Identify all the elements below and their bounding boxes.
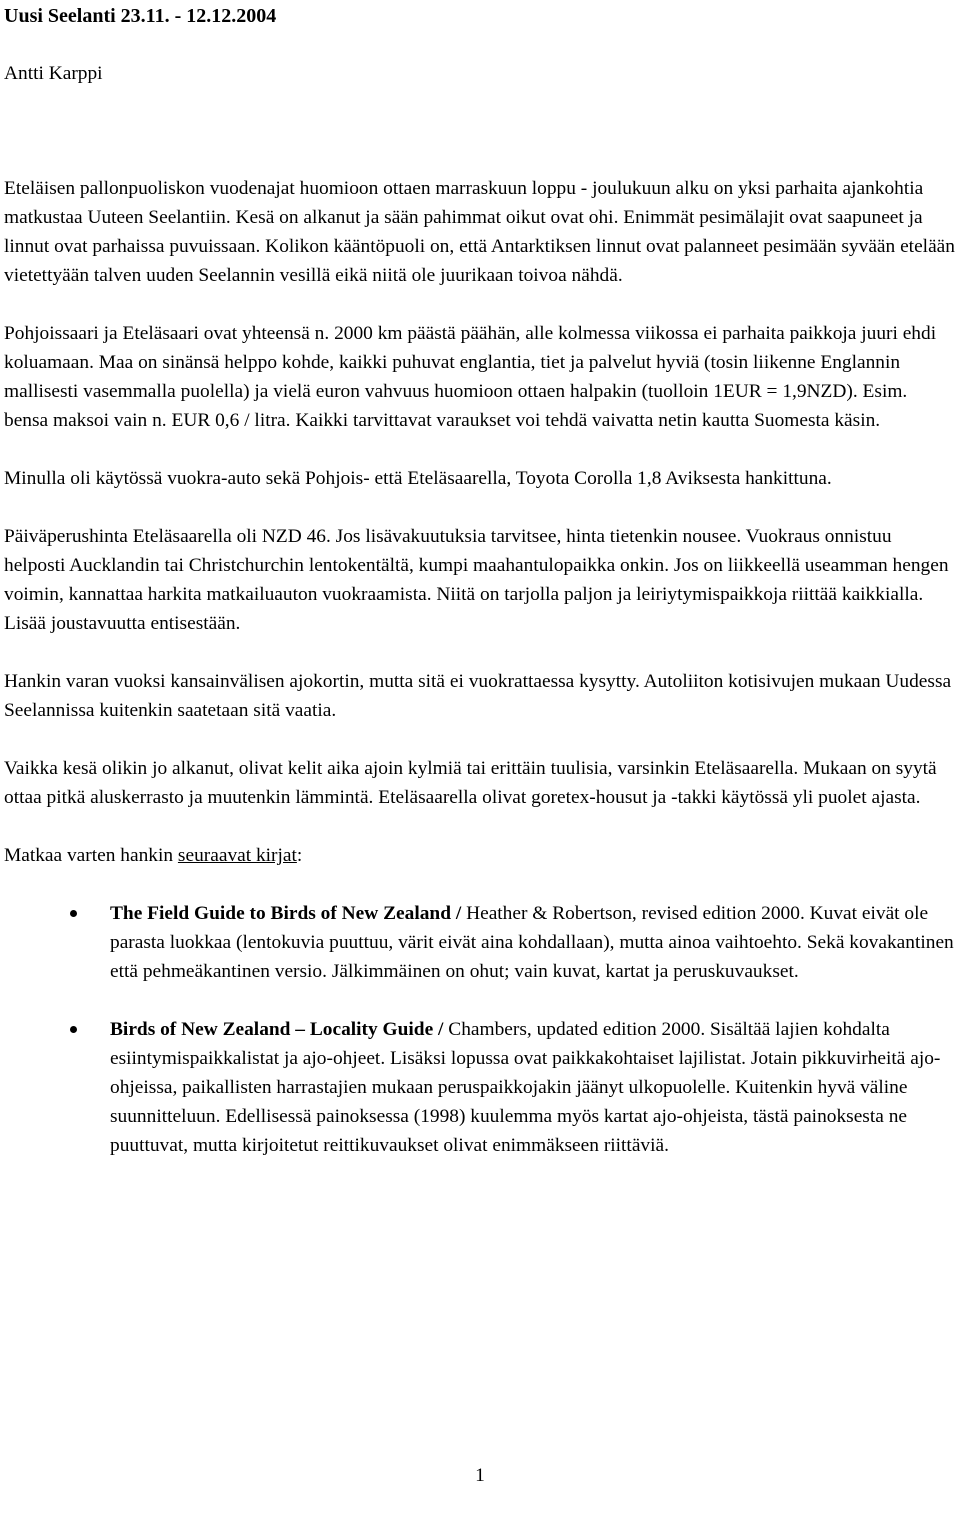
book-title: Birds of New Zealand – Locality Guide xyxy=(110,1019,434,1040)
bullet-icon xyxy=(70,910,77,917)
book-list xyxy=(4,899,956,1160)
book-description: Chambers, updated edition 2000. Sisältää lajien kohdalta esiintymispaikkalistat ja ajo-ohjeet. Lisäksi lopussa ovat paikkakohtaiset lajilistat. Jotain pikkuvirheitä ajo-ohjeissa, paikallisten harrastajien mukaan peruspaikkojakin jäänyt ulkopuolelle. Kuitenkin hyvä väline suunnitteluun. Edellisessä painoksessa (1998) kuulemma myös kartat ajo-ohjeista, tästä painoksesta ne puuttuvat, mutta kirjoitetut reittikuvaukset olivat enimmäkseen riittäviä. xyxy=(110,1019,941,1156)
paragraph-islands: Pohjoissaari ja Eteläsaari ovat yhteensä n. 2000 km päästä päähän, alle kolmessa viikossa ei parhaita paikkoja juuri ehdi koluamaan. Maa on sinänsä helppo kohde, kaikki puhuvat englantia, tiet ja palvelut hyviä (tosin liikenne Englannin mallisesti vasemmalla puolella) ja vielä euron vahvuus huomioon ottaen halpakin (tuolloin 1EUR = 1,9NZD). Esim. bensa maksoi vain n. EUR 0,6 / litra. Kaikki tarvittavat varaukset voi tehdä vaivatta netin kautta Suomesta käsin. xyxy=(4,323,937,431)
book-separator: / xyxy=(433,1019,449,1040)
document-title: Uusi Seelanti 23.11. - 12.12.2004 xyxy=(4,5,277,27)
paragraph-rental-car: Minulla oli käytössä vuokra-auto sekä Pohjois- että Eteläsaarella, Toyota Corolla 1,8 Aviksesta hankittuna. xyxy=(4,468,832,489)
bullet-icon xyxy=(70,1026,77,1033)
books-intro-link: seuraavat kirjat xyxy=(177,845,297,866)
list-item xyxy=(4,899,956,986)
books-intro-suffix: : xyxy=(296,845,303,866)
book-separator: / xyxy=(450,903,467,924)
document-body xyxy=(4,174,956,1189)
paragraph-driving-licence: Hankin varan vuoksi kansainvälisen ajokortin, mutta sitä ei vuokrattaessa kysytty. Autoliiton kotisivujen mukaan Uudessa Seelannissa kuitenkin saatetaan sitä vaatia. xyxy=(4,671,952,721)
author-name: Antti Karppi xyxy=(4,63,103,84)
paragraph-weather: Vaikka kesä olikin jo alkanut, olivat kelit aika ajoin kylmiä tai erittäin tuulisia, varsinkin Eteläsaarella. Mukaan on syytä ottaa pitkä aluskerrasto ja muutenkin lämmintä. Eteläsaarella olivat goretex-housut ja -takki käytössä yli puolet ajasta. xyxy=(4,758,937,808)
document-page xyxy=(4,0,956,1486)
paragraph-rental-price: Päiväperushinta Eteläsaarella oli NZD 46. Jos lisävakuutuksia tarvitsee, hinta tietenkin nousee. Vuokraus onnistuu helposti Aucklandin tai Christchurchin lentokentältä, kumpi maahantulopaikka onkin. Jos on liikkeellä useamman hengen voimin, kannattaa harkita matkailuauton vuokraamista. Niitä on tarjolla paljon ja leiriytymispaikkoja riittää kaikkialla. Lisää joustavuutta entisestään. xyxy=(4,526,949,634)
books-intro-prefix: Matkaa varten hankin xyxy=(4,845,178,866)
list-item xyxy=(4,1015,956,1160)
book-title: The Field Guide to Birds of New Zealand xyxy=(110,903,451,924)
page-number: 1 xyxy=(475,1465,485,1486)
paragraph-intro: Eteläisen pallonpuoliskon vuodenajat huomioon ottaen marraskuun loppu - joulukuun alku on yksi parhaita ajankohtia matkustaa Uuteen Seelantiin. Kesä on alkanut ja sään pahimmat oikut ovat ohi. Enimmät pesimälajit ovat saapuneet ja linnut ovat parhaissa puvuissaan. Kolikon kääntöpuoli on, että Antarktiksen linnut ovat palanneet pesimään syvään etelään vietettyään talven uuden Seelannin vesillä eikä niitä ole juurikaan toivoa nähdä. xyxy=(4,178,955,286)
book-description: Heather & Robertson, revised edition 2000. Kuvat eivät ole parasta luokkaa (lentokuvia puuttuu, värit eivät aina kohdallaan), mutta ainoa vaihtoehto. Sekä kovakantinen että pehmeäkantinen versio. Jälkimmäinen on ohut; vain kuvat, kartat ja peruskuvaukset. xyxy=(110,903,954,982)
books-intro xyxy=(4,841,956,870)
